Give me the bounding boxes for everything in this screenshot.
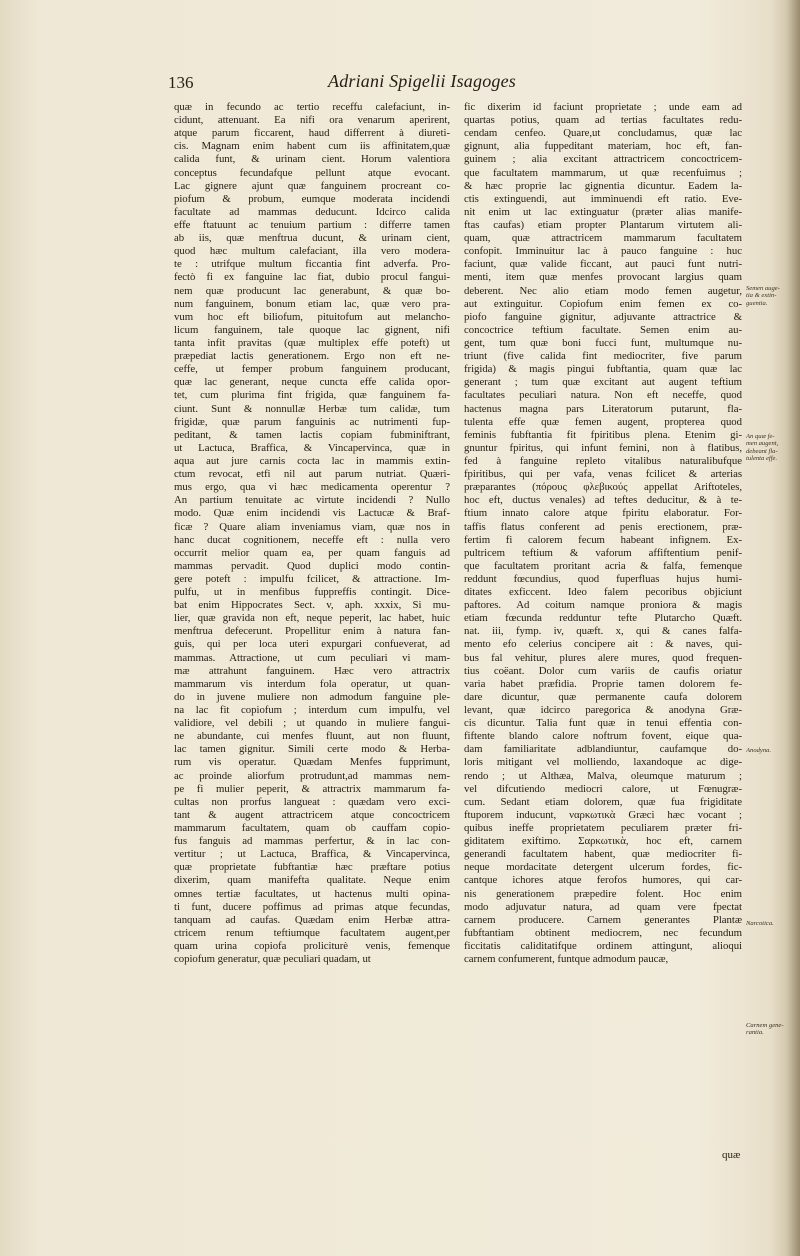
text-line: fic dixerim id faciunt proprietate ; unde eam ad	[464, 101, 742, 113]
text-line: ac proinde aliorfum protrudunt,ad mammas nem-	[174, 769, 450, 782]
text-line: ceffe, ut femper probum fanguinem producant,	[174, 363, 450, 376]
text-line: occurrit melior quam ea, per quam fanguis ad	[174, 546, 450, 559]
text-line: hactenus magna pars Literatorum putarunt, fla-	[464, 402, 742, 415]
text-line: fectò fi ex fanguine lac fiat, dubio procul fangui-	[174, 271, 450, 284]
text-line: menti, item quæ menfes provocant largius quam	[464, 271, 742, 284]
text-line: lac tamen gignitur. Simili certe modo & Herba-	[174, 743, 450, 756]
text-line: rendo ; ut Althæa, Malva, oleumque maturum ;	[464, 769, 742, 782]
text-line: cis. Magnam enim habent cum iis affinitatem,quæ	[174, 140, 450, 153]
margin-note: Anodyna.	[746, 747, 772, 754]
text-line: quam urina copiofa proliciturè venis, femenque	[174, 940, 450, 952]
text-line: mammas. Attractione, ut cum peculiari vi mam-	[174, 651, 450, 664]
text-line: An partium tenuitate ac virtute incidendi ? Nullo	[174, 494, 450, 507]
running-head	[168, 73, 778, 97]
text-line: quæ proprietate fubftantiæ hæc præftare potius	[174, 861, 450, 874]
text-line: triunt (five calida fint mediocriter, five parum	[464, 350, 742, 363]
margin-note: Narcotica.	[746, 920, 774, 927]
text-line: giditatem exiftimo. Σαρκωτικὰ, hoc eft, carnem	[464, 835, 742, 848]
text-line: pultricem teftium & vaforum affiftentium penif-	[464, 546, 742, 559]
text-line: feminis fubftantia fit fpiritibus plena. Etenim gi-	[464, 428, 742, 441]
text-line: ctricem renum teftiumque facultatem augent,per	[174, 926, 450, 939]
text-line: lier, quæ gravida non eft, neque peperit, lac habet, huic	[174, 612, 450, 625]
text-line: guinem ; alia excitant attractricem concoctricem-	[464, 153, 742, 166]
text-line: deberent. Nec alio etiam modo femen augetur,	[464, 284, 742, 297]
text-line: peditant, & tamen lactis copiam fubminiftrant,	[174, 428, 450, 441]
text-line: etiam fœcunda redduntur tefte Plutarcho Quæft.	[464, 612, 742, 625]
margin-note: An quæ fe- men augent, debeant fla- tulenta effe.	[746, 433, 779, 463]
text-line: præpediat lactis generationem. Ergo non eft ne-	[174, 350, 450, 363]
text-line: calida funt, & urinam cient. Horum valentiora	[174, 153, 450, 166]
text-line: nat. iii, fymp. iv, quæft. x, qui & canes falfa-	[464, 625, 742, 638]
text-line: bus fal vehitur, plures alere mures, quod frequen-	[464, 651, 742, 664]
text-line: ficæ ? Quare aliam inveniamus viam, quæ nos in	[174, 520, 450, 533]
text-line: do in juvene muliere non admodum fanguine ple-	[174, 690, 450, 703]
text-line: modo adjuvatur natura, ad quam vere fpectat	[464, 900, 742, 913]
text-line: mus ergo, qua vi hæc medicamenta operentur ?	[174, 481, 450, 494]
text-line: frigida) & magis pingui fubftantia, quam quæ lac	[464, 363, 742, 376]
text-line: vum hoc eft biliofum, pituitofum aut melancho-	[174, 310, 450, 323]
text-line: ficcitatis caliditatifque ordinem attingunt, alioqui	[464, 940, 742, 952]
page-number: 136	[168, 73, 194, 92]
text-line: quod hæc multum calefaciant, illa vero modera-	[174, 245, 450, 258]
text-line: mammarum vis interdum fola operatur, ut quan-	[174, 677, 450, 690]
text-line: vel difcutiendo mediocri calore, ut Fœnugræ-	[464, 782, 742, 795]
text-line: fpiritibus, qui per vafa, venas fcilicet & arterias	[464, 468, 742, 481]
text-line: cantque ichores atque ferofos humores, qui car-	[464, 874, 742, 887]
text-line: mammas pervadit. Quod duplici modo contin-	[174, 559, 450, 572]
text-line: carnem confumerent, funtque admodum paucæ,	[464, 953, 669, 966]
text-line: paftores. Ad coitum namque proniora & magis	[464, 599, 742, 612]
text-line: ditates exficcent. Ideo falem pecoribus objiciunt	[464, 586, 742, 599]
text-line: ctum revocat, etfi nil aut parum nutriat. Quæri-	[174, 468, 450, 481]
text-line: fed à fanguine repleto vitalibus naturalibufque	[464, 454, 742, 467]
text-line: conceptus fecundafque pellunt atque evocant.	[174, 166, 450, 179]
margin-note: Semen auge- tia & extin- guentia.	[746, 285, 780, 307]
text-line: validiore, vel debili ; ut quando in muliere fangui-	[174, 717, 450, 730]
text-line: reddunt fœcundius, quod fuperfluas hujus humi-	[464, 572, 742, 585]
margin-note: Carnem gene- rantia.	[746, 1022, 784, 1037]
text-line: mento efo celerius concipere ait : & naves, qui-	[464, 638, 742, 651]
text-line: tant & augent attractricem atque concoctricem	[174, 808, 450, 821]
text-line: varia habet præfidia. Proprie tamen dolorem fe-	[464, 677, 742, 690]
text-line: tius coëant. Dolor cum variis de caufis oriatur	[464, 664, 742, 677]
text-line: generandi facultatem habent, quæ mediocriter fi-	[464, 848, 742, 861]
text-line: rum vis operatur. Quædam Menfes fupprimunt,	[174, 756, 450, 769]
catchword: quæ	[722, 1149, 741, 1161]
text-line: vertitur ; ut Lactuca, Braffica, & Vincapervinca,	[174, 848, 450, 861]
text-line: dare dicuntur, quæ permanente caufa dolorem	[464, 690, 742, 703]
text-line: dixerim, quam manifefta qualitate. Neque enim	[174, 874, 450, 887]
text-line: quartas potius, quam ad tertias facultates redu-	[464, 114, 742, 127]
text-line: præparantes (πόρους φλεβικούς appellat Ariftoteles,	[464, 481, 742, 494]
left-text-column	[174, 101, 450, 966]
text-line: cultas non prorfus langueat : quædam vero exci-	[174, 795, 450, 808]
text-line: atque parum ficcarent, haud differrent à diureti-	[174, 127, 450, 140]
text-line: tanta infit pravitas (quæ multiplex effe poteft) ut	[174, 336, 450, 349]
text-line: ut Lactuca, Braffica, & Vincapervinca, quæ in	[174, 441, 450, 454]
text-line: quam, quæ attractricem mammarum facultatem	[464, 232, 742, 245]
text-line: omnes tertiæ facultates, ut hactenus multi opina-	[174, 887, 450, 900]
text-line: ab iis, quæ menftrua ducunt, & urinam cient,	[174, 232, 450, 245]
text-line: aut extinguitur. Copiofum enim femen ex co-	[464, 297, 742, 310]
text-line: Lac gignere ajunt quæ fanguinem procreant co-	[174, 179, 450, 192]
text-line: tulenta effe quæ femen augent, propterea quod	[464, 415, 742, 428]
text-line: ftuporem inducunt, ναρκωτικὰ Græci hæc vocant ;	[464, 808, 742, 821]
text-line: ctis extinguendi, aut imminuendi eft ratio. Eve-	[464, 192, 742, 205]
text-line: ti funt, ducere poffimus ad primas atque fecundas,	[174, 900, 450, 913]
text-line: hanc ducat cognitionem, neceffe eft : nulla vero	[174, 533, 450, 546]
text-line: nit enim ut lac extinguatur (præter alias manife-	[464, 205, 742, 218]
text-line: nis generationem præpedire folent. Hoc enim	[464, 887, 742, 900]
text-line: cis dicuntur. Talia funt quæ in tenui effentia con-	[464, 717, 742, 730]
text-line: & hæc proprie lac gignentia dicuntur. Eadem la-	[464, 179, 742, 192]
text-line: concoctrice teftium facultate. Semen enim au-	[464, 323, 742, 336]
text-line: quæ in fecundo ac tertio receffu calefaciunt, in-	[174, 101, 450, 113]
text-line: cum. Sedant etiam dolorem, quæ fua frigiditate	[464, 795, 742, 808]
text-line: fertim fi calorem fecum habeant infignem. Ex-	[464, 533, 742, 546]
text-line: nem quæ producunt lac generabunt, & quæ bo-	[174, 284, 450, 297]
text-line: te : utrifque multum ficcantia fint adverfa. Pro-	[174, 258, 450, 271]
margin-notes	[746, 0, 790, 1256]
text-line: confopit. Imminuitur lac à pauco fanguine : huc	[464, 245, 742, 258]
text-line: piofo fanguine gignitur, adjuvante attractrice &	[464, 310, 742, 323]
text-line: generant ; tum quæ excitant aut augent teftium	[464, 376, 742, 389]
text-line: tet, cum plurima fint frigida, quæ fanguinem fa-	[174, 389, 450, 402]
text-line: pulfu, ut in menfibus fuppreffis contingit. Dice-	[174, 586, 450, 599]
text-line: piofum & probum, eumque moderata incidendi	[174, 192, 450, 205]
text-line: gent, tum quæ boni fucci funt, multumque nu-	[464, 336, 742, 349]
text-line: facultates peculiari natura. Non eft neceffe, quod	[464, 389, 742, 402]
text-line: licum fanguinem, tale quoque lac gignent, nifi	[174, 323, 450, 336]
text-line: bat enim Hippocrates Sect. v, aph. xxxix, Si mu-	[174, 599, 450, 612]
text-line: ne abundante, cui menfes fluunt, aut non fluunt,	[174, 730, 450, 743]
text-line: carnem producere. Carnem generantes Plantæ	[464, 913, 742, 926]
text-line: hoc eft, ductus venales) ad teftes deducitur, & à te-	[464, 494, 742, 507]
text-line: effe ftatuunt ac tenuium partium : differre tamen	[174, 218, 450, 231]
text-line: gignunt, alia fuppeditant materiam, hoc eft, fan-	[464, 140, 742, 153]
text-line: mammarum facultatem, quam ob cauffam copio-	[174, 822, 450, 835]
text-line: cendam cenfeo. Quare,ut concludamus, quæ lac	[464, 127, 742, 140]
text-line: pe fi mulier peperit, & attractrix mammarum fa-	[174, 782, 450, 795]
text-line: menftrua defecerunt. Propellitur enim à natura fan-	[174, 625, 450, 638]
text-line: levant, quæ idcirco paregorica & anodyna Græ-	[464, 704, 742, 717]
text-line: quibus ineffe proprietatem peculiarem præter fri-	[464, 822, 742, 835]
text-line: gere poteft : impulfu fcilicet, & attractione. Im-	[174, 572, 450, 585]
text-line: frigidæ, quæ parum fanguinis ac nutrimenti fup-	[174, 415, 450, 428]
text-line: gnuntur fpiritus, qui infunt femini, non à flatibus,	[464, 441, 742, 454]
text-line: copiofum generatur, quæ peculiari quadam, ut	[174, 953, 371, 966]
text-line: guis, qui per loca uteri expurgari confueverat, ad	[174, 638, 450, 651]
text-line: ftium innato calore atque fpiritu elaboratur. For-	[464, 507, 742, 520]
text-line: ftas caufas) etiam propter Plantarum virtutem ali-	[464, 218, 742, 231]
text-line: neque mordacitate detergent ulcerum fordes, fic-	[464, 861, 742, 874]
text-line: modo. Quæ enim incidendi vis Lactucæ & Braf-	[174, 507, 450, 520]
text-line: fubftantiam obtinent mediocrem, nec fecundum	[464, 926, 742, 939]
text-line: dam familiaritate adblandiuntur, caufamque do-	[464, 743, 742, 756]
text-line: fus fanguis ad mammas perfertur, & in lac con-	[174, 835, 450, 848]
text-line: loris mitigant vel molliendo, laxandoque ac dige-	[464, 756, 742, 769]
text-line: num fanguinem, bonum etiam lac, quæ vero pra-	[174, 297, 450, 310]
text-line: aqua aut jure carnis cocta lac in mammis extin-	[174, 454, 450, 467]
text-line: fiftente blando calore noftrum fovent, eique qua-	[464, 730, 742, 743]
right-text-column	[464, 101, 742, 966]
text-line: cidunt, attenuant. Ea nifi ora venarum aperirent,	[174, 114, 450, 127]
text-line: que facultatem proritant acria & falfa, femenque	[464, 559, 742, 572]
text-line: faciunt, quæ valide ficcant, aut pauci funt nutri-	[464, 258, 742, 271]
text-line: ciunt. Sunt & nonnullæ Herbæ tum calidæ, tum	[174, 402, 450, 415]
text-line: mæ attrahunt fanguinem. Hæc vero attractrix	[174, 664, 450, 677]
text-line: taffis flatus conferent ad penis erectionem, præ-	[464, 520, 742, 533]
text-line: tanquam ad caufas. Quædam enim Herbæ attra-	[174, 913, 450, 926]
text-line: que facultatem mammarum, ut quæ recenfuimus ;	[464, 166, 742, 179]
text-line: quæ lac generant, neque cuncta effe calida opor-	[174, 376, 450, 389]
text-line: na lac fit copiofum ; interdum cum impulfu, vel	[174, 704, 450, 717]
running-title: Adriani Spigelii Isagoges	[328, 71, 516, 91]
text-line: facultate ad mammas deducunt. Idcirco calida	[174, 205, 450, 218]
